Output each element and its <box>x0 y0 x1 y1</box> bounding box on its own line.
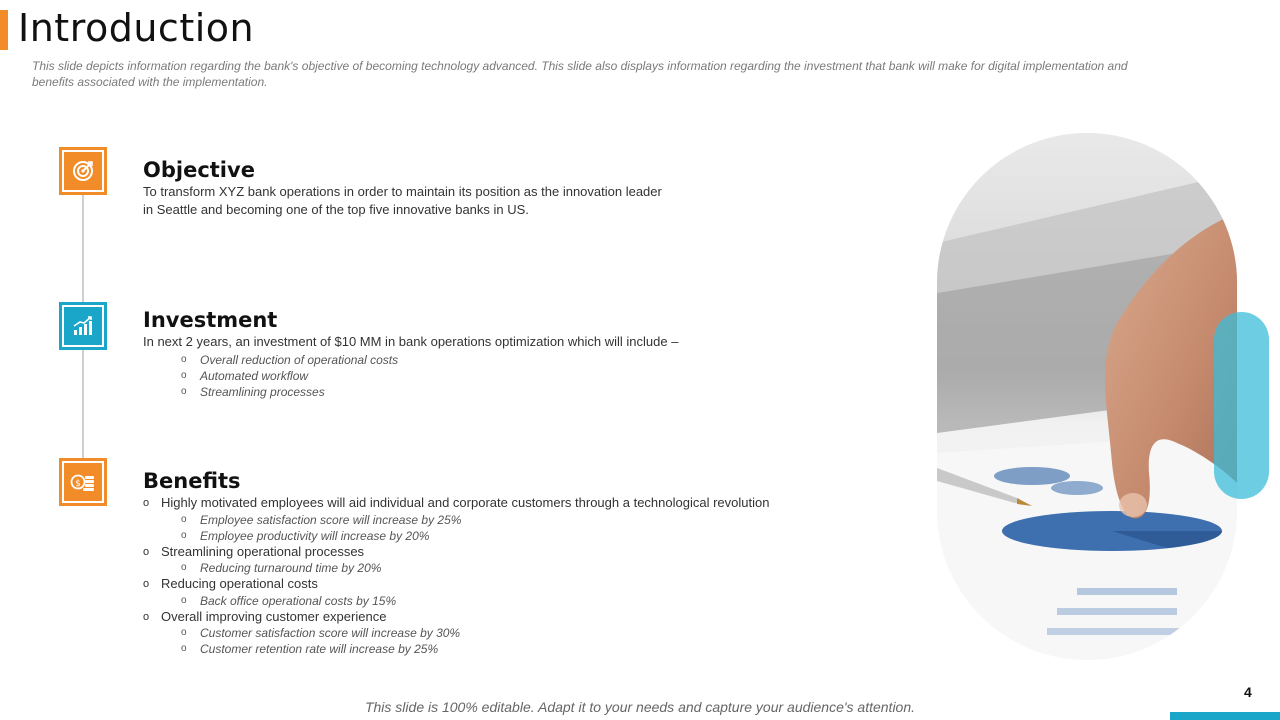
investment-text: In next 2 years, an investment of $10 MM in bank operations optimization which will include – <box>143 334 679 349</box>
benefit-sub-item: o Reducing turnaround time by 20% <box>143 560 769 576</box>
objective-heading: Objective <box>143 158 255 182</box>
investment-icon-box <box>59 302 107 350</box>
benefit-bullet: o Highly motivated employees will aid individual and corporate customers through a technological revolution <box>143 495 769 512</box>
benefit-bullet: o Reducing operational costs <box>143 576 769 593</box>
benefit-sub-item: o Employee productivity will increase by 20% <box>143 528 769 544</box>
title-accent-bar <box>0 10 8 50</box>
page-title: Introduction <box>18 6 255 50</box>
benefit-sub-item: o Customer satisfaction score will increase by 30% <box>143 625 769 641</box>
benefit-sub-item: o Employee satisfaction score will increase by 25% <box>143 512 769 528</box>
investment-item: o Streamlining processes <box>143 384 678 400</box>
coins-icon <box>70 470 96 494</box>
benefits-heading: Benefits <box>143 469 241 493</box>
accent-pill <box>1214 312 1269 499</box>
svg-text:$: $ <box>75 479 81 489</box>
investment-heading: Investment <box>143 308 278 332</box>
page-number: 4 <box>1244 684 1252 700</box>
page-subtitle: This slide depicts information regarding the bank's objective of becoming technology advanced. This slide also displays information regarding the investment that bank will make for digital implementation and benefits associated with the implementation. <box>32 59 1128 89</box>
benefit-bullet: o Overall improving customer experience <box>143 609 769 626</box>
hand-chart-photo <box>937 133 1237 660</box>
investment-section <box>143 307 678 400</box>
footer-accent-bar <box>1170 712 1280 720</box>
benefits-section <box>143 468 769 657</box>
objective-line-2: in Seattle and becoming one of the top five innovative banks in US. <box>143 202 529 217</box>
benefits-icon-box <box>59 458 107 506</box>
photo-illustration <box>937 133 1237 660</box>
investment-item: o Automated workflow <box>143 368 678 384</box>
benefit-bullet: o Streamlining operational processes <box>143 544 769 561</box>
investment-item: o Overall reduction of operational costs <box>143 352 678 368</box>
benefit-sub-item: o Customer retention rate will increase by 25% <box>143 641 769 657</box>
objective-section <box>143 157 662 219</box>
objective-icon-box <box>59 147 107 195</box>
benefit-sub-item: o Back office operational costs by 15% <box>143 593 769 609</box>
footer-note: This slide is 100% editable. Adapt it to your needs and capture your audience's attention. <box>364 699 916 715</box>
objective-line-1: To transform XYZ bank operations in order to maintain its position as the innovation leader <box>143 184 662 199</box>
growth-chart-icon <box>71 314 95 338</box>
target-icon <box>71 159 95 183</box>
